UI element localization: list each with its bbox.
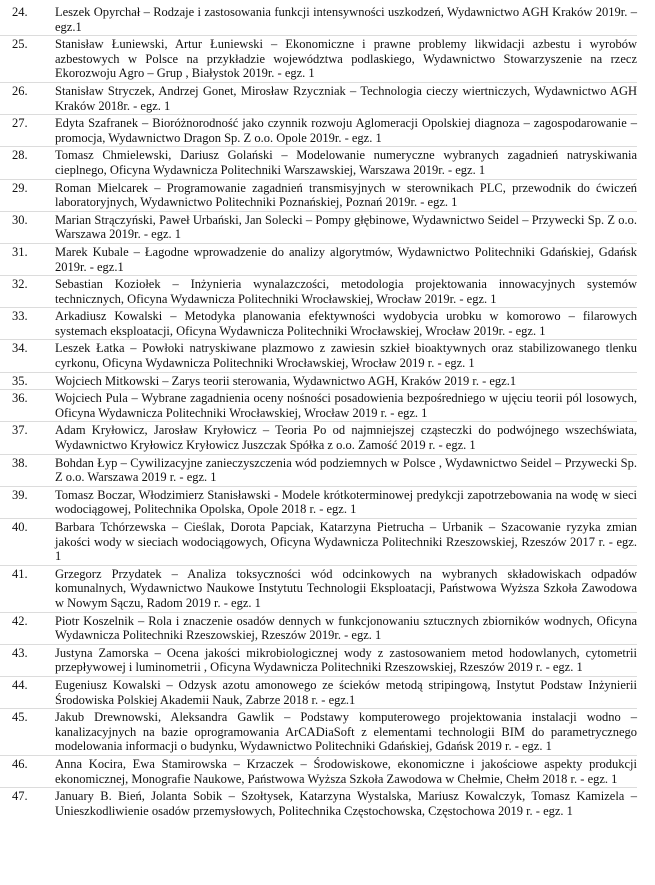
reference-item	[0, 146, 637, 178]
reference-text: Jakub Drewnowski, Aleksandra Gawlik – Podstawy komputerowego projektowania instalacji wodno – kanalizacyjnych na bazie oprogramowania ArCADiaSoft z elementami technologii BIM do parametrycznego modelowania informacji o budynku, Wydawnictwo Politechniki Gdańskiej, Gdańsk 2019 r. - egz. 1	[55, 710, 637, 754]
reference-item	[0, 339, 637, 371]
reference-number: 24.	[12, 5, 28, 19]
reference-text: Justyna Zamorska – Ocena jakości mikrobiologicznej wody z zastosowaniem metod hodowlanych, cytometrii przepływowej i luminometrii , Oficyna Wydawnicza Politechniki Rzeszowskiej, Rzeszów 2019 r. - egz. 1	[55, 645, 637, 675]
reference-text: Sebastian Koziołek – Inżynieria wynalazczości, metodologia projektowania innowacyjnych systemów technicznych, Oficyna Wydawnicza Politechniki Wrocławskiej, Wrocław 2019r. - egz. 1	[55, 277, 637, 306]
reference-text: Piotr Koszelnik – Rola i znaczenie osadów dennych w funkcjonowaniu sztucznych zbiorników wodnych, Oficyna Wydawnicza Politechniki Rzeszowskiej, Rzeszów 2019r. - egz. 1	[55, 613, 637, 643]
reference-text: Arkadiusz Kowalski – Metodyka planowania efektywności wydobycia urobku w komorowo – filarowych systemach eksploatacji, Oficyna Wydawnicza Politechniki Wrocławskiej, Wrocław 2019r. - egz. 1	[55, 309, 637, 338]
reference-number: 42.	[12, 613, 28, 628]
reference-text: Stanisław Łuniewski, Artur Łuniewski – Ekonomiczne i prawne problemy likwidacji azbestu i wyrobów azbestowych w Polsce na przykładzie województwa podlaskiego, Wydawnictwo Stowarzyszenie na rzecz Ekorozwoju Agro – Grup , Białystok 2019r. - egz. 1	[55, 37, 637, 81]
reference-number: 33.	[12, 309, 28, 324]
reference-item	[0, 787, 637, 819]
reference-item	[0, 612, 637, 644]
reference-item	[0, 644, 637, 676]
reference-number: 43.	[12, 645, 28, 660]
reference-text: Wojciech Pula – Wybrane zagadnienia oceny nośności posadowienia bezpośredniego w ujęciu teorii pól losowych, Oficyna Wydawnicza Politechniki Wrocławskiej, Wrocław 2019 r. - egz. 1	[55, 391, 637, 420]
reference-item	[0, 421, 637, 453]
reference-text: Eugeniusz Kowalski – Odzysk azotu amonowego ze ścieków metodą stripingową, Instytut Podstaw Inżynierii Środowiska Polskiej Akademii Nauk, Zabrze 2018 r. - egz.1	[55, 677, 637, 707]
reference-number: 38.	[12, 455, 28, 470]
reference-number: 27.	[12, 116, 28, 131]
reference-number: 28.	[12, 148, 28, 163]
reference-text: Marian Strączyński, Paweł Urbański, Jan Solecki – Pompy głębinowe, Wydawnictwo Seidel – Przywecki Sp. Z o.o. Warszawa 2019r. - egz. 1	[55, 212, 637, 242]
reference-text: Stanisław Stryczek, Andrzej Gonet, Mirosław Rzyczniak – Technologia cieczy wiertniczych, Wydawnictwo AGH Kraków 2018r. - egz. 1	[55, 83, 637, 113]
reference-item	[0, 565, 637, 612]
reference-number: 37.	[12, 423, 28, 438]
reference-item	[0, 518, 637, 565]
reference-item	[0, 211, 637, 243]
reference-item	[0, 755, 637, 787]
reference-text: Marek Kubale – Łagodne wprowadzenie do analizy algorytmów, Wydawnictwo Politechniki Gdańskiej, Gdańsk 2019r. - egz.1	[55, 244, 637, 274]
reference-number: 25.	[12, 37, 28, 52]
reference-text: Anna Kocira, Ewa Stamirowska – Krzaczek – Środowiskowe, ekonomiczne i jakościowe aspekty produkcji ekonomicznej, Monografie Naukowe, Państwowa Wyższa Szkoła Zawodowa w Chełmie, Chełm 2018 r. - egz. 1	[55, 756, 637, 786]
reference-number: 39.	[12, 487, 28, 502]
reference-number: 30.	[12, 212, 28, 227]
reference-item	[0, 179, 637, 211]
reference-text: Edyta Szafranek – Bioróżnorodność jako czynnik rozwoju Aglomeracji Opolskiej diagnoza – zagospodarowanie – promocja, Wydawnictwo Dragon Sp. Z o.o. Opole 2019r. - egz. 1	[55, 116, 637, 145]
reference-item	[0, 243, 637, 275]
reference-text: Tomasz Chmielewski, Dariusz Golański – Modelowanie numeryczne wybranych zagadnień natryskiwania cieplnego, Oficyna Wydawnicza Politechniki Warszawskiej, Warszawa 2019r. - egz. 1	[55, 148, 637, 177]
reference-item	[0, 275, 637, 307]
reference-text: Bohdan Łyp – Cywilizacyjne zanieczyszczenia wód podziemnych w Polsce , Wydawnictwo Seidel – Przywecki Sp. Z o.o. Warszawa 2019 r. - egz. 1	[55, 455, 637, 485]
reference-item	[0, 372, 637, 390]
reference-number: 34.	[12, 341, 28, 356]
reference-number: 40.	[12, 520, 28, 534]
reference-number: 32.	[12, 277, 28, 292]
reference-item	[0, 82, 637, 114]
reference-item	[0, 307, 637, 339]
reference-number: 31.	[12, 244, 28, 259]
reference-number: 44.	[12, 677, 28, 692]
reference-text: Tomasz Boczar, Włodzimierz Stanisławski - Modele krótkoterminowej predykcji zapotrzebowania na wodę w sieci wodociągowej, Politechnika Opolska, Opole 2018 r. - egz. 1	[55, 487, 637, 517]
reference-item	[0, 4, 637, 35]
reference-number: 41.	[12, 566, 28, 581]
reference-list	[0, 4, 637, 819]
reference-text: Wojciech Mitkowski – Zarys teorii sterowania, Wydawnictwo AGH, Kraków 2019 r. - egz.1	[55, 373, 517, 388]
reference-item	[0, 454, 637, 486]
reference-item	[0, 114, 637, 146]
reference-text: Adam Kryłowicz, Jarosław Kryłowicz – Teoria Po od najmniejszej cząsteczki do podwójnego wszechświata, Wydawnictwo Kryłowicz Kryłowicz Juszczak Spółka z o.o. Zamość 2019 r. - egz. 1	[55, 423, 637, 453]
reference-item	[0, 486, 637, 518]
reference-item	[0, 35, 637, 82]
reference-text: January B. Bień, Jolanta Sobik – Szołtysek, Katarzyna Wystalska, Mariusz Kowalczyk, Tomasz Kamizela – Unieszkodliwienie osadów przemysłowych, Politechnika Częstochowska, Częstochowa 2019 r. - egz. 1	[55, 789, 637, 818]
reference-item	[0, 389, 637, 421]
reference-text: Barbara Tchórzewska – Cieślak, Dorota Papciak, Katarzyna Pietrucha – Urbanik – Szacowanie ryzyka zmian jakości wody w sieciach wodociągowych, Oficyna Wydawnicza Politechniki Rzeszowskiej, Rzeszów 2017 r. - egz. 1	[55, 520, 637, 564]
reference-item	[0, 676, 637, 708]
reference-number: 29.	[12, 180, 28, 195]
reference-text: Roman Mielcarek – Programowanie zagadnień transmisyjnych w sterownikach PLC, przewodnik do ćwiczeń laboratoryjnych, Wydawnictwo Politechniki Poznańskiej, Poznań 2019r. - egz. 1	[55, 180, 637, 210]
reference-number: 35.	[12, 373, 28, 388]
reference-number: 36.	[12, 391, 28, 406]
reference-text: Grzegorz Przydatek – Analiza toksyczności wód odcinkowych na wybranych składowiskach odpadów komunalnych, Wydawnictwo Naukowe Instytutu Technologii Eksploatacji, Państwowa Wyższa Szkoła Zawodowa w Nowym Sączu, Radom 2019 r. - egz. 1	[55, 566, 637, 610]
reference-number: 47.	[12, 789, 28, 804]
reference-number: 45.	[12, 710, 28, 725]
reference-text: Leszek Łatka – Powłoki natryskiwane plazmowo z zawiesin szkieł bioaktywnych oraz stabilizowanego tlenku cyrkonu, Oficyna Wydawnicza Politechniki Wrocławskiej, Wrocław 2019 r. - egz. 1	[55, 341, 637, 371]
reference-item	[0, 708, 637, 755]
reference-text: Leszek Opyrchał – Rodzaje i zastosowania funkcji intensywności uszkodzeń, Wydawnictwo AGH Kraków 2019r. – egz.1	[55, 5, 637, 34]
reference-number: 46.	[12, 756, 28, 771]
reference-number: 26.	[12, 83, 28, 98]
